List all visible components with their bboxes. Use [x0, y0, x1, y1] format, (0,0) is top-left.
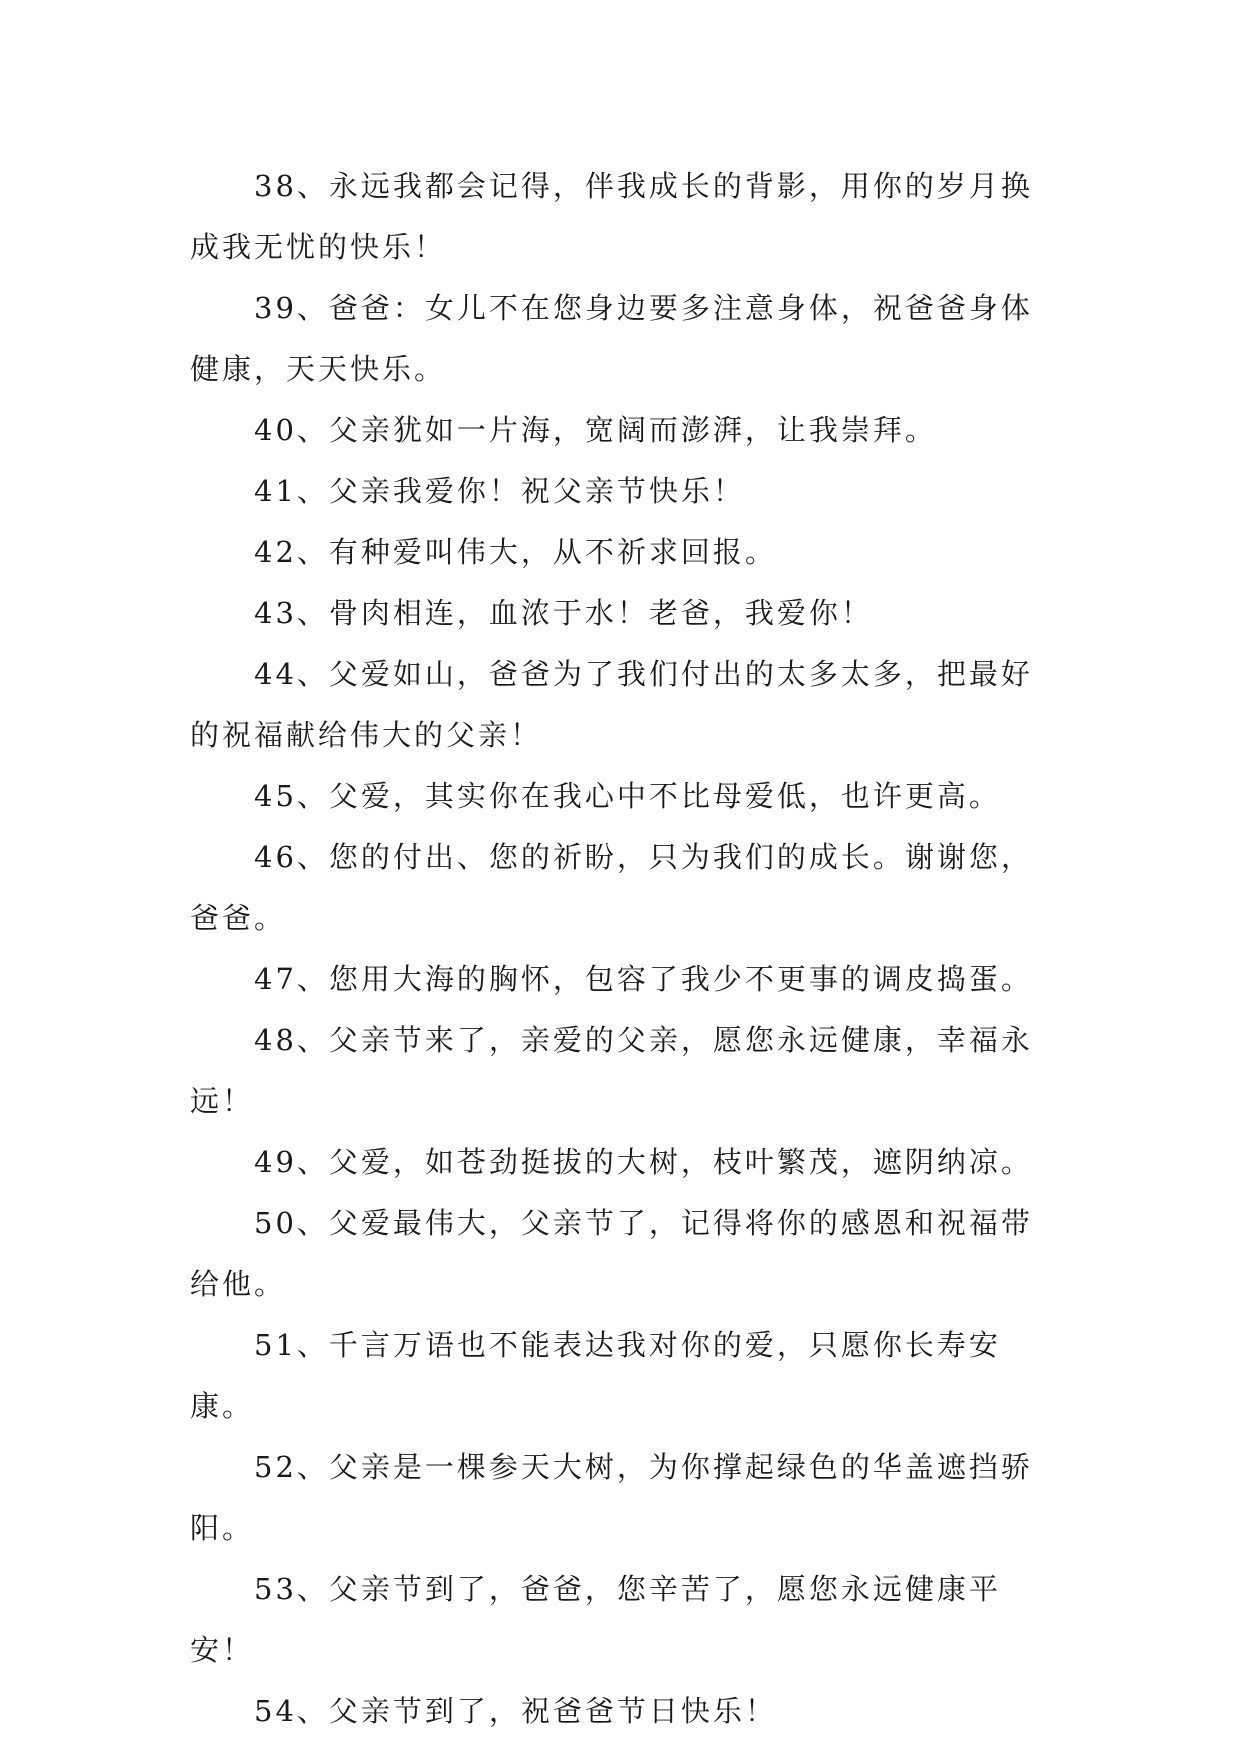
paragraph-52: 52、父亲是一棵参天大树，为你撑起绿色的华盖遮挡骄阳。 — [190, 1450, 1033, 1545]
paragraph-43: 43、骨肉相连，血浓于水！老爸，我爱你！ — [254, 596, 873, 630]
paragraph-51: 51、千言万语也不能表达我对你的爱，只愿你长寿安康。 — [190, 1328, 1001, 1423]
paragraph-47: 47、您用大海的胸怀，包容了我少不更事的调皮捣蛋。 — [254, 962, 1033, 996]
paragraph-46: 46、您的付出、您的祈盼，只为我们的成长。谢谢您，爸爸。 — [190, 840, 1033, 935]
paragraph-50: 50、父爱最伟大，父亲节了，记得将你的感恩和祝福带给他。 — [190, 1206, 1033, 1301]
paragraph-54: 54、父亲节到了，祝爸爸节日快乐！ — [254, 1694, 777, 1728]
paragraph-39: 39、爸爸：女儿不在您身边要多注意身体，祝爸爸身体健康，天天快乐。 — [190, 291, 1033, 386]
paragraph-48: 48、父亲节来了，亲爱的父亲，愿您永远健康，幸福永远！ — [190, 1023, 1033, 1118]
paragraph-45: 45、父爱，其实你在我心中不比母爱低，也许更高。 — [254, 779, 1001, 813]
paragraph-42: 42、有种爱叫伟大，从不祈求回报。 — [254, 535, 777, 569]
paragraph-44: 44、父爱如山，爸爸为了我们付出的太多太多，把最好的祝福献给伟大的父亲！ — [190, 657, 1033, 752]
paragraph-40: 40、父亲犹如一片海，宽阔而澎湃，让我崇拜。 — [254, 413, 937, 447]
paragraph-53: 53、父亲节到了，爸爸，您辛苦了，愿您永远健康平安！ — [190, 1572, 1001, 1667]
document-body — [190, 156, 1060, 1742]
paragraph-38: 38、永远我都会记得，伴我成长的背影，用你的岁月换成我无忧的快乐！ — [190, 169, 1033, 264]
paragraph-49: 49、父爱，如苍劲挺拔的大树，枝叶繁茂，遮阴纳凉。 — [254, 1145, 1033, 1179]
paragraph-41: 41、父亲我爱你！祝父亲节快乐！ — [254, 474, 745, 508]
